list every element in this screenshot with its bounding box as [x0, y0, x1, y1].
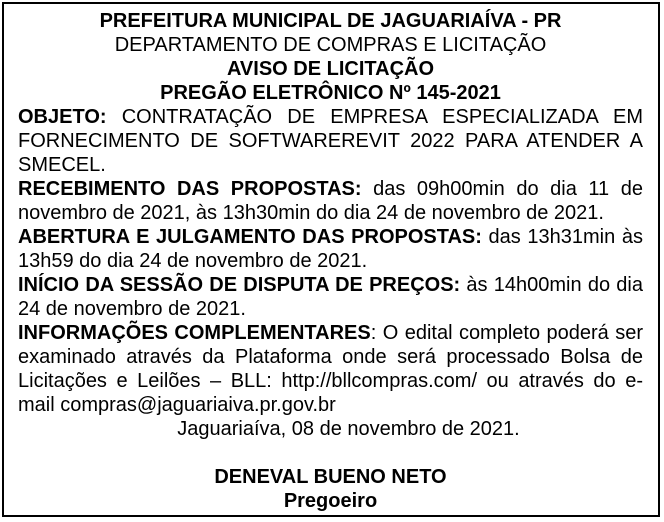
paragraph-objeto-text: CONTRATAÇÃO DE EMPRESA ESPECIALIZADA EM FORNECIMENTO DE SOFTWAREREVIT 2022 PARA ATENDER A SMECEL.: [18, 106, 643, 176]
header-auction-number: PREGÃO ELETRÔNICO Nº 145-2021: [160, 82, 501, 104]
paragraph-informacoes-text: : O edital completo poderá ser examinado através da Plataforma onde será processado Bolsa de Licitações e Leilões – BLL: http://bllcompras.com/ ou através do e-mail compras@jaguariaiva.pr.gov.br: [18, 322, 644, 416]
paragraph-informacoes: [18, 321, 643, 417]
paragraph-recebimento-label: RECEBIMENTO DAS PROPOSTAS:: [18, 178, 362, 200]
notice-document-frame: [2, 2, 660, 517]
signature-name: DENEVAL BUENO NETO: [214, 466, 447, 488]
paragraph-inicio-disputa-text: às 14h00min do dia 24 de novembro de 2021.: [18, 274, 643, 320]
paragraph-objeto-label: OBJETO:: [18, 106, 107, 128]
paragraph-inicio-disputa: [18, 273, 643, 321]
date-line: Jaguariaíva, 08 de novembro de 2021.: [177, 418, 520, 440]
header-notice-type: AVISO DE LICITAÇÃO: [226, 58, 435, 80]
paragraph-recebimento-text: das 09h00min do dia 11 de novembro de 2021, às 13h30min do dia 24 de novembro de 2021.: [18, 178, 643, 224]
paragraph-recebimento: [18, 177, 643, 225]
paragraph-abertura-label: ABERTURA E JULGAMENTO DAS PROPOSTAS:: [18, 226, 482, 248]
paragraph-informacoes-label: INFORMAÇÕES COMPLEMENTARES: [18, 322, 371, 344]
paragraph-abertura: [18, 225, 643, 273]
paragraph-inicio-disputa-label: INÍCIO DA SESSÃO DE DISPUTA DE PREÇOS:: [18, 274, 461, 296]
paragraph-abertura-text: das 13h31min às 13h59 do dia 24 de novembro de 2021.: [18, 226, 643, 272]
paragraph-objeto: [18, 105, 643, 177]
signature-block: [18, 465, 643, 513]
header-department: DEPARTAMENTO DE COMPRAS E LICITAÇÃO: [114, 34, 547, 56]
header-organization: PREFEITURA MUNICIPAL DE JAGUARIAÍVA - PR: [99, 10, 562, 32]
signature-role: Pregoeiro: [283, 490, 378, 512]
